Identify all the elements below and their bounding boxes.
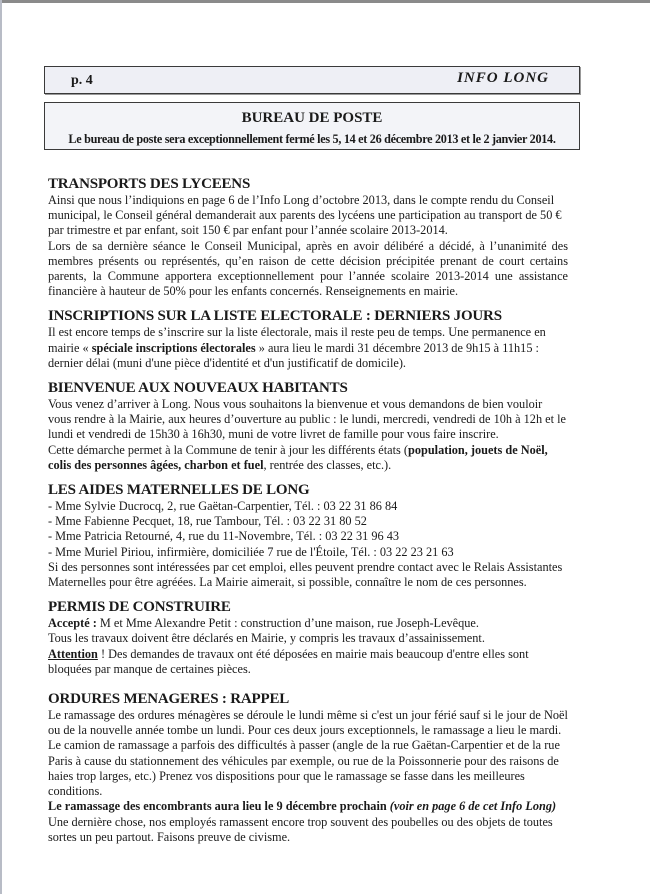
section-title: PERMIS DE CONSTRUIRE [48, 599, 231, 616]
attention-label: Attention [48, 646, 98, 661]
bold-label: Accepté : [48, 616, 97, 631]
bold-text: spéciale inscriptions électorales [91, 340, 256, 355]
section-permis [48, 599, 568, 677]
bold-text: population, jouets de Noël, colis des personnes âgées, charbon et fuel [48, 442, 548, 472]
newsletter-title: INFO LONG [457, 70, 549, 86]
page-header [44, 66, 580, 94]
section-title: LES AIDES MATERNELLES DE LONG [48, 482, 310, 499]
section-inscriptions [48, 308, 568, 371]
post-office-text: Le bureau de poste sera exceptionnellement fermé les 5, 14 et 26 décembre 2013 et le 2 janvier 2014. [68, 132, 556, 146]
text-run: M et Mme Alexandre Petit : construction d’une maison, rue Joseph-Levêque. [96, 616, 479, 631]
list-item: - Mme Patricia Retourné, 4, rue du 11-Novembre, Tél. : 03 22 31 96 43 [48, 529, 400, 544]
paragraph [48, 616, 568, 631]
page-number: p. 4 [71, 73, 93, 88]
section-transports [48, 176, 568, 299]
scan-left-edge [0, 0, 2, 894]
paragraph: Lors de sa dernière séance le Conseil Municipal, après en avoir délibéré a décidé, à l’unanimité des membres présents ou représentés, qu’en raison de cette décision précipitée prenant de court certains parents, la Commune apportera exceptionnellement pour l’année scolaire 2013-2014 une assistance financière à hauteur de 50% pour les enfants concernés. Renseignements en mairie. [48, 238, 568, 299]
scan-top-edge [0, 0, 650, 3]
paragraph: Ainsi que nous l’indiquions en page 6 de l’Info Long d’octobre 2013, dans le compte rendu du Conseil municipal, le Conseil général demanderait aux parents des lycéens une participation au transport de 50 € par trimestre et par enfant, soit 150 € par enfant pour l’année scolaire 2013-2014. [48, 193, 562, 238]
italic-text: (voir en page 6 de cet Info Long) [389, 799, 557, 814]
section-aides-maternelles [48, 482, 568, 590]
paragraph: Vous venez d’arriver à Long. Nous vous souhaitons la bienvenue et vous demandons de bien vouloir vous rendre à la Mairie, aux heures d’ouverture au public : le lundi, mercredi, vendredi de 10h à 12h et le lundi et vendredi de 15h30 à 16h30, muni de votre livret de famille pour vous faire inscrire. [48, 397, 566, 442]
section-title: ORDURES MENAGERES : RAPPEL [48, 691, 290, 708]
text-run: » aura lieu le mardi 31 décembre 2013 de 9h15 à 11h15 : dernier délai (muni d'une pièce d'identité et d'un justificatif de domicile). [48, 340, 539, 370]
text-run: ! Des demandes de travaux ont été déposées en mairie mais beaucoup d'entre elles sont bloquées par manque de certaines pièces. [48, 646, 529, 676]
section-title: TRANSPORTS DES LYCEENS [48, 176, 251, 192]
paragraph [48, 799, 568, 814]
paragraph: Si des personnes sont intéressées par cet emploi, elles peuvent prendre contact avec le Relais Assistantes Maternelles pour être agréées. La Mairie aimerait, si possible, connaître le nom de ces personnes. [48, 559, 563, 590]
section-title: BIENVENUE AUX NOUVEAUX HABITANTS [48, 380, 348, 397]
paragraph: Une dernière chose, nos employés ramassent encore trop souvent des poubelles ou des objets de toutes sortes un peu partout. Faisons preuve de civisme. [48, 814, 553, 844]
paragraph [48, 443, 568, 473]
text-run: Cette démarche permet à la Commune de tenir à jour les différents états ( [48, 442, 409, 457]
list-item: - Mme Muriel Piriou, infirmière, domiciliée 7 rue de l'Étoile, Tél. : 03 22 23 21 63 [48, 544, 454, 559]
text-run: Il est encore temps de s’inscrire sur la liste électorale, mais il reste peu de temps. Une permanence en mairie « [48, 325, 546, 355]
post-office-title: BUREAU DE POSTE [241, 110, 383, 126]
paragraph [48, 647, 568, 677]
paragraph: Le camion de ramassage a parfois des difficultés à passer (angle de la rue Gaëtan-Carpentier et de la rue Paris à cause du stationnement des véhicules par exemple, ou rue de la Poissonnerie pour des raisons de haies trop larges, etc.) Prenez vos dispositions pour que le ramassage se fasse dans les meilleures conditions. [48, 738, 560, 799]
paragraph: Le ramassage des ordures ménagères se déroule le lundi même si c'est un jour férié sauf si le jour de Noël ou de la nouvelle année tombe un lundi. Pour ces deux jours exceptionnels, le ramassage a lieu le mardi. [48, 708, 568, 738]
section-title: INSCRIPTIONS SUR LA LISTE ELECTORALE : DERNIERS JOURS [48, 308, 502, 325]
list-item: - Mme Sylvie Ducrocq, 2, rue Gaëtan-Carpentier, Tél. : 03 22 31 86 84 [48, 499, 398, 514]
section-ordures [48, 691, 568, 845]
paragraph [48, 325, 568, 371]
text-run: , rentrée des classes, etc.). [263, 457, 392, 472]
article-content [48, 176, 568, 854]
section-bienvenue [48, 380, 568, 473]
post-office-notice [44, 102, 580, 150]
list-item: - Mme Fabienne Pecquet, 18, rue Tambour, Tél. : 03 22 31 80 52 [48, 514, 367, 529]
paragraph: Tous les travaux doivent être déclarés en Mairie, y compris les travaux d’assainissement. [48, 631, 485, 646]
bold-text: Le ramassage des encombrants aura lieu le 9 décembre prochain [48, 799, 390, 814]
